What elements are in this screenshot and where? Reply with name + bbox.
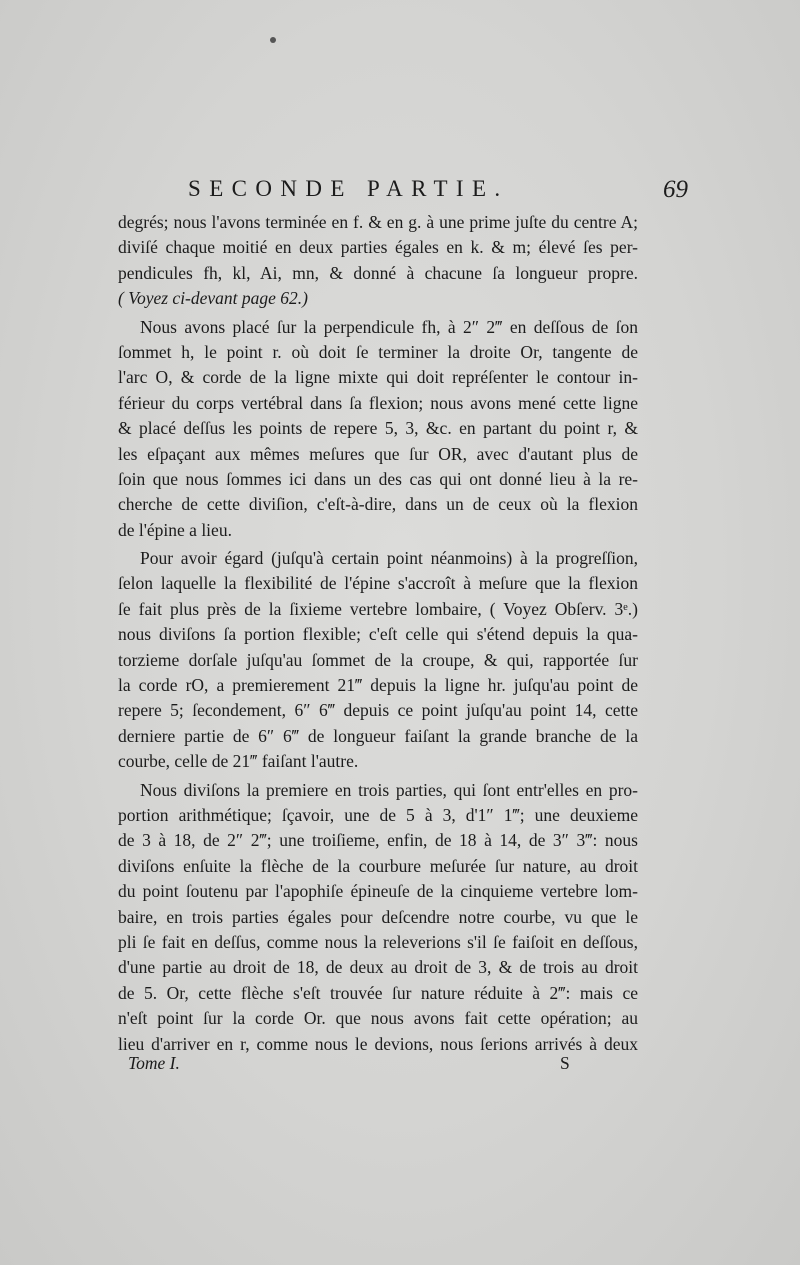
text-line: cherche de cette diviſion, c'eſt-à-dire, dans un de ceux où la flexion <box>118 494 638 515</box>
text-line: la corde rO, a premierement 21‴ depuis la ligne hr. juſqu'au point de <box>118 675 638 696</box>
text-line: de 5. Or, cette flèche s'eſt trouvée ſur nature réduite à 2‴: mais ce <box>118 982 638 1003</box>
text-line: baire, en trois parties égales pour deſcendre notre courbe, vu que le <box>118 906 638 927</box>
text-line: du point ſoutenu par l'apophiſe épineuſe de la cinquieme vertebre lom- <box>118 881 638 902</box>
text-line: lieu d'arriver en r, comme nous le devions, nous ſerions arrivés à deux <box>118 1033 638 1054</box>
text-line: degrés; nous l'avons terminée en f. & en g. à une prime juſte du centre A; <box>118 212 638 232</box>
text-line: ſoin que nous ſommes ici dans un des cas qui ont donné lieu à la re- <box>118 468 638 489</box>
text-line: courbe, celle de 21‴ faiſant l'autre. <box>118 751 359 772</box>
text-line: diviſons enſuite la flèche de la courbure meſurée ſur nature, au droit <box>118 855 638 876</box>
running-head-title: SECONDE PARTIE. <box>188 176 509 201</box>
text-line: & placé deſſus les points de repere 5, 3, &c. en partant du point r, & <box>118 418 638 439</box>
text-line: de 3 à 18, de 2″ 2‴; une troiſieme, enfin, de 18 à 14, de 3″ 3‴: nous <box>118 830 638 851</box>
text-line: portion arithmétique; ſçavoir, une de 5 à 3, d'1″ 1‴; une deuxieme <box>118 804 638 825</box>
volume-label: Tome I. <box>128 1053 180 1073</box>
text-line: diviſé chaque moitié en deux parties égales en k. & m; élevé ſes per- <box>118 237 638 258</box>
text-line: ſe fait plus près de la ſixieme vertebre lombaire, ( Voyez Obſerv. 3ᵉ.) <box>118 598 638 619</box>
text-line: ( Voyez ci-devant page 62.) <box>118 288 308 309</box>
text-line: Nous diviſons la premiere en trois parties, qui ſont entr'elles en pro- <box>140 779 638 800</box>
ink-speck <box>270 37 276 43</box>
page-footer <box>118 1053 638 1081</box>
text-line: n'eſt point ſur la corde Or. que nous avons fait cette opération; au <box>118 1008 638 1029</box>
text-line: pli ſe fait en deſſus, comme nous la releverions s'il ſe faiſoit en deſſous, <box>118 931 638 952</box>
text-line: ſelon laquelle la flexibilité de l'épine s'accroît à meſure que la flexion <box>118 573 638 594</box>
text-line: nous diviſons ſa portion flexible; c'eſt celle qui s'étend depuis la qua- <box>118 624 638 645</box>
text-line: derniere partie de 6″ 6‴ de longueur faiſant la grande branche de la <box>118 725 638 746</box>
body-text <box>118 210 638 1057</box>
page-number: 69 <box>663 176 688 203</box>
signature-mark: S <box>560 1053 570 1073</box>
text-line: Pour avoir égard (juſqu'à certain point néanmoins) à la progreſſion, <box>140 548 638 569</box>
text-line: Nous avons placé ſur la perpendicule fh, à 2″ 2‴ en deſſous de ſon <box>140 316 638 337</box>
text-line: pendicules fh, kl, Ai, mn, & donné à chacune ſa longueur propre. <box>118 262 638 283</box>
text-line: repere 5; ſecondement, 6″ 6‴ depuis ce point juſqu'au point 14, cette <box>118 700 638 721</box>
running-head <box>118 176 688 210</box>
text-line: de l'épine a lieu. <box>118 519 232 540</box>
text-line: férieur du corps vertébral dans ſa flexion; nous avons mené cette ligne <box>118 392 638 413</box>
text-line: l'arc O, & corde de la ligne mixte qui doit repréſenter le contour in- <box>118 367 638 388</box>
text-line: les eſpaçant aux mêmes meſures que ſur OR, avec d'autant plus de <box>118 443 638 464</box>
text-line: ſommet h, le point r. où doit ſe terminer la droite Or, tangente de <box>118 341 638 362</box>
text-line: torzieme dorſale juſqu'au ſommet de la croupe, & qui, rapportée ſur <box>118 649 638 670</box>
text-line: d'une partie au droit de 18, de deux au droit de 3, & de trois au droit <box>118 957 638 978</box>
